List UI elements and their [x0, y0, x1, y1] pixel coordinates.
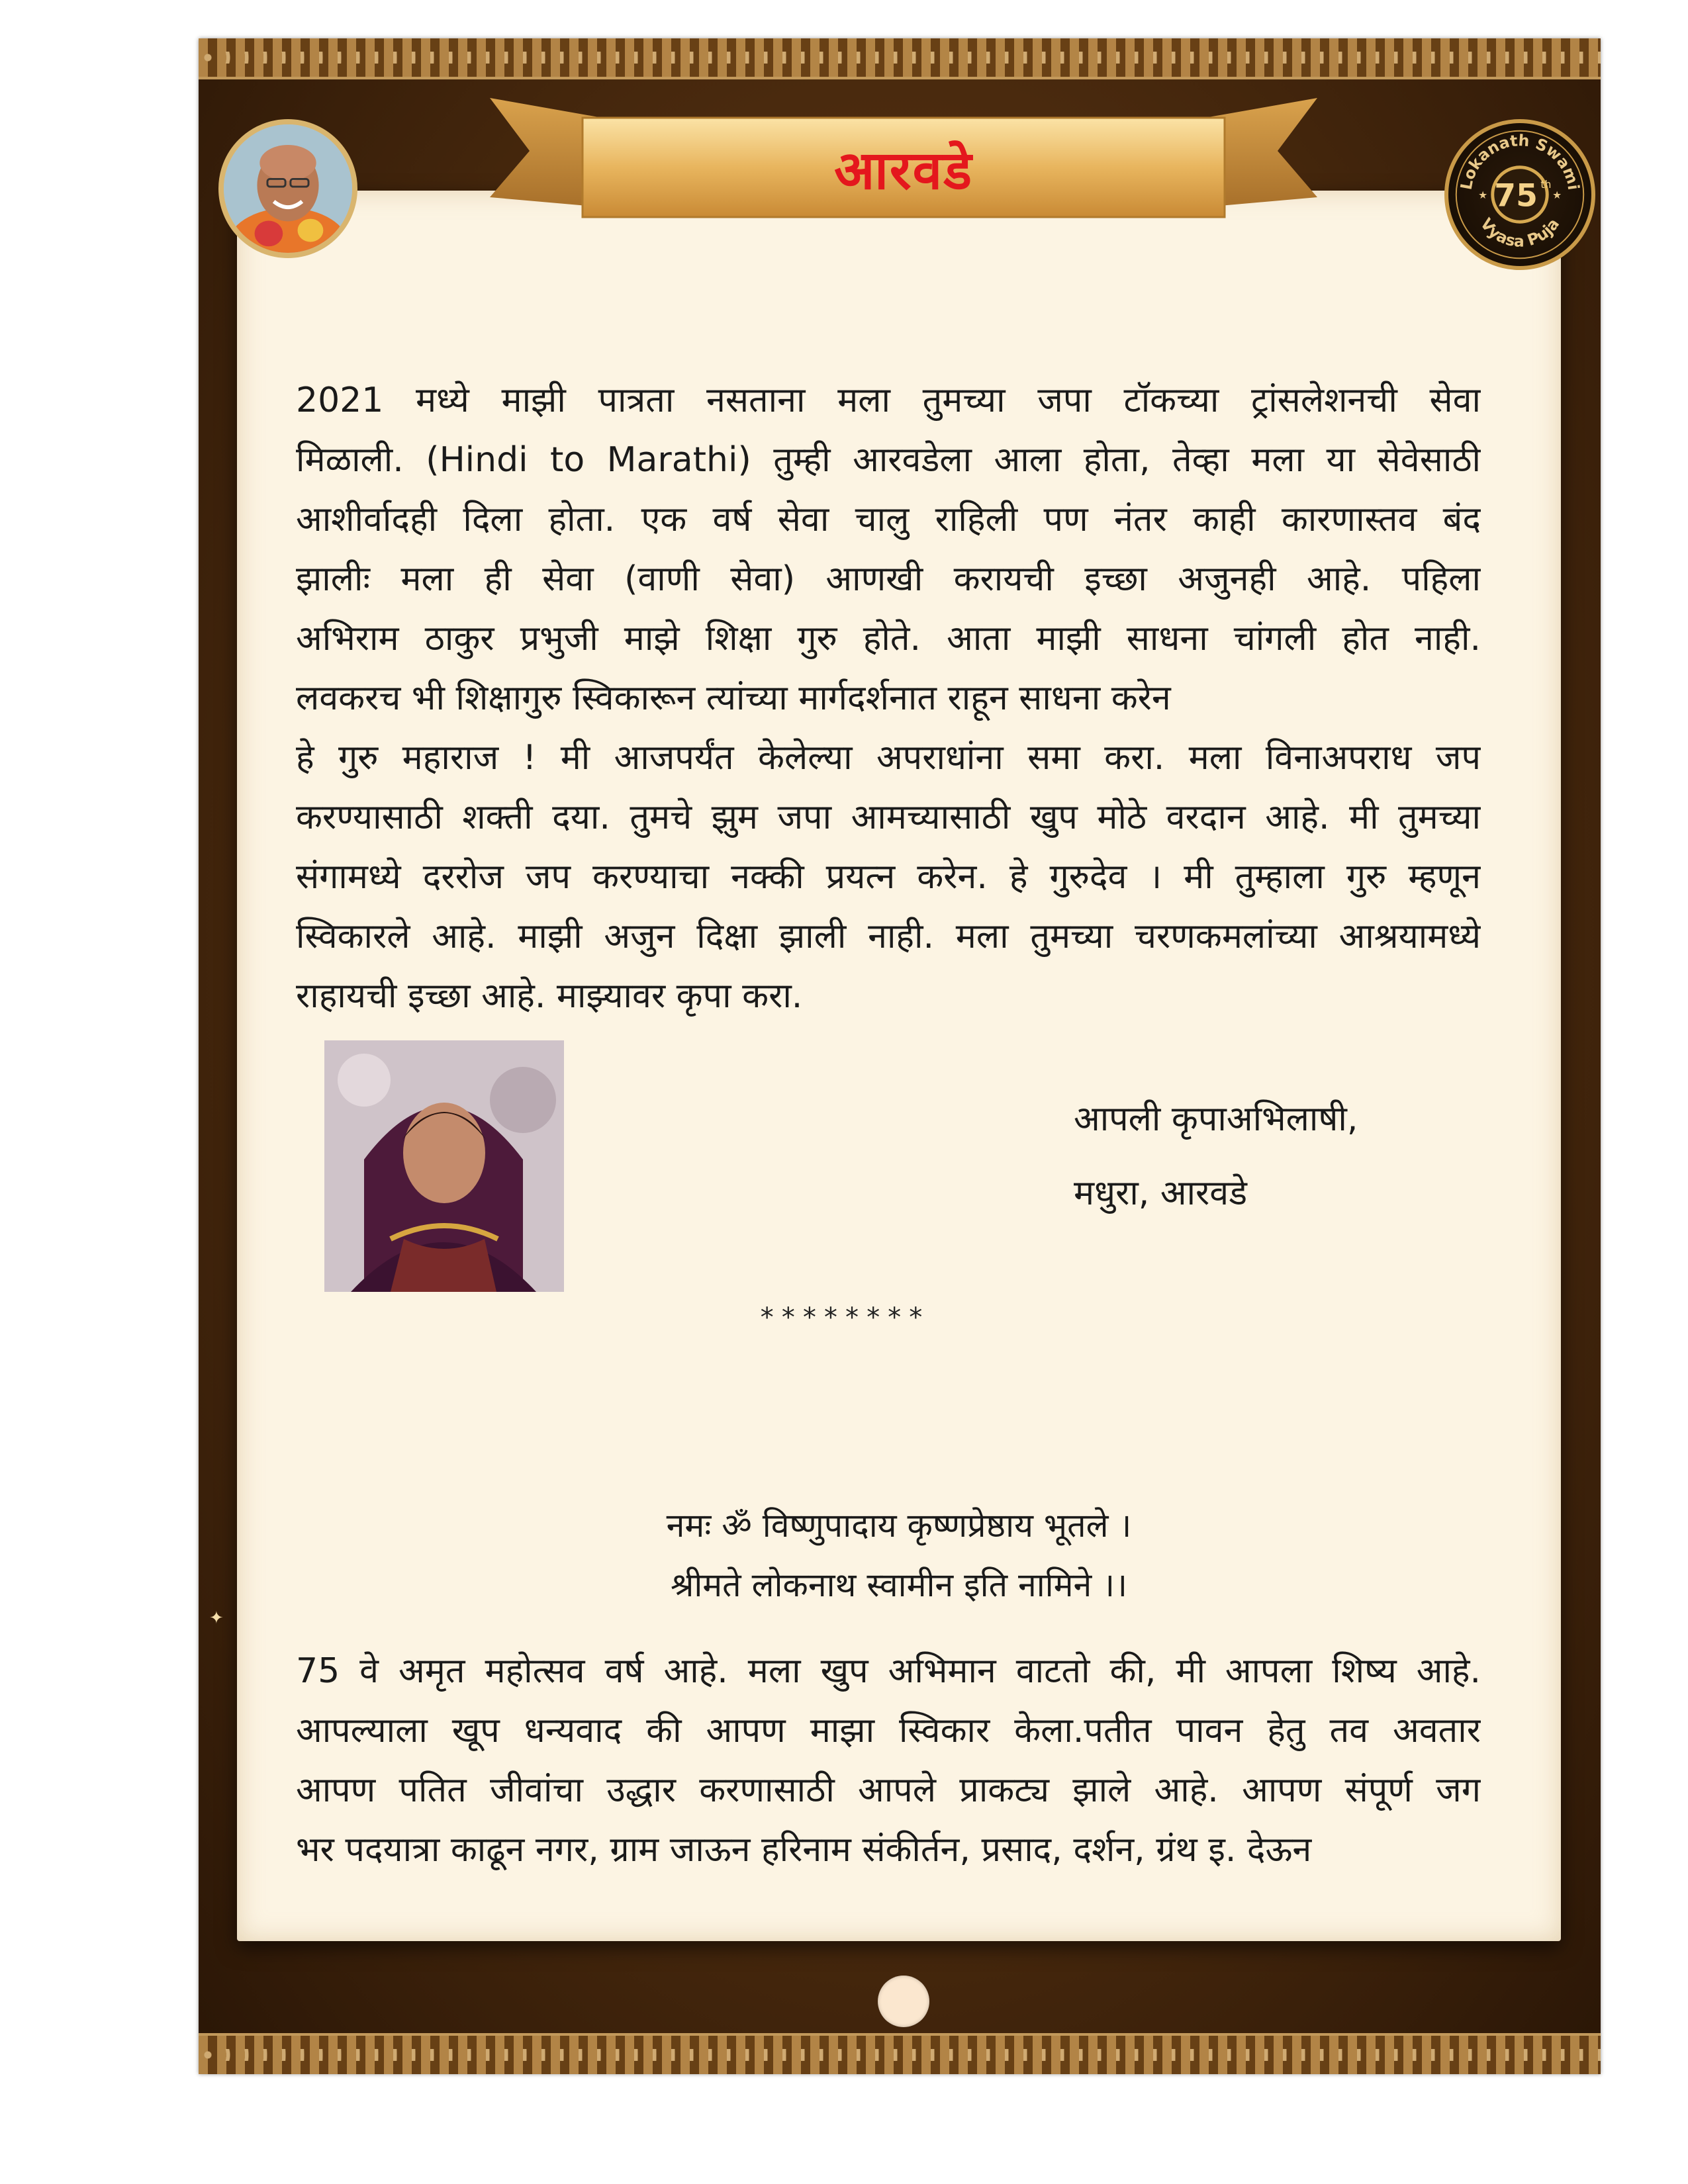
text-line: मिळाली. (Hindi to Marathi) तुम्ही आरवडेला आला होता, तेव्हा मला या सेवेसाठी — [296, 440, 1481, 480]
signature-name: मधुरा, आरवडे — [1074, 1173, 1248, 1213]
text-line: झालीः मला ही सेवा (वाणी सेवा) आणखी करायची इच्छा अजुनही आहे. पहिला — [296, 559, 1481, 599]
mantra-line: श्रीमते लोकनाथ स्वामीन इति नामिने ।। — [670, 1566, 1128, 1604]
badge-top-text: Lokanath Swami — [1456, 131, 1583, 192]
mantra-line: नमः ॐ विष्णुपादाय कृष्णप्रेष्ठाय भूतले । — [666, 1506, 1132, 1545]
text-line: राहायची इच्छा आहे. माझ्यावर कृपा करा. — [296, 976, 803, 1016]
signature-closing: आपली कृपाअभिलाषी, — [1074, 1099, 1358, 1139]
text-line: हे गुरु महाराज ! मी आजपर्यंत केलेल्या अपराधांना समा करा. मला विनाअपराध जप — [296, 738, 1481, 778]
section-separator: ******** — [759, 1302, 929, 1333]
guru-portrait-image — [224, 124, 352, 253]
text-line: संगामध्ये दररोज जप करण्याचा नक्की प्रयत्न करेन. हे गुरुदेव । मी तुम्हाला गुरु म्हणून — [296, 857, 1481, 897]
text-line: आशीर्वादही दिला होता. एक वर्ष सेवा चालु राहिली पण नंतर काही कारणास्तव बंद — [296, 500, 1481, 539]
page-indicator-dot — [878, 1976, 929, 2027]
bottom-border-pattern — [199, 2033, 1601, 2074]
page-title: आरवडे — [834, 140, 973, 201]
signature-block — [1074, 1082, 1358, 1230]
title-ribbon — [490, 98, 1317, 250]
letter-paragraph-1 — [296, 371, 1481, 1026]
badge-superscript: th — [1540, 178, 1552, 191]
badge-bottom-text: Vyasa Puja — [1476, 214, 1564, 251]
sparkle-icon: ✦ — [209, 1608, 224, 1628]
top-border-pattern — [199, 38, 1601, 79]
text-line: 75 वे अमृत महोत्सव वर्ष आहे. मला खुप अभिमान वाटतो की, मी आपला शिष्य आहे. — [296, 1651, 1481, 1691]
guru-portrait — [218, 119, 357, 258]
svg-text:★: ★ — [1552, 188, 1562, 201]
text-line: अभिराम ठाकुर प्रभुजी माझे शिक्षा गुरु होते. आता माझी साधना चांगली होत नाही. — [296, 619, 1481, 659]
author-photo — [324, 1040, 564, 1292]
letter-paragraph-2 — [296, 1641, 1481, 1880]
pranama-mantra — [0, 1496, 1688, 1615]
text-line: आपण पतित जीवांचा उद्धार करणासाठी आपले प्राकट्य झाले आहे. आपण संपूर्ण जग — [296, 1770, 1481, 1810]
badge-number: 75 — [1494, 177, 1538, 214]
svg-text:★: ★ — [1478, 188, 1488, 201]
text-line: करण्यासाठी शक्ती दया. तुमचे झुम जपा आमच्यासाठी खुप मोठे वरदान आहे. मी तुमच्या — [296, 797, 1481, 837]
text-line: स्विकारले आहे. माझी अजुन दिक्षा झाली नाही. मला तुमच्या चरणकमलांच्या आश्रयामध्ये — [296, 917, 1481, 956]
text-line: 2021 मध्ये माझी पात्रता नसताना मला तुमच्या जपा टॉकच्या ट्रांसलेशनची सेवा — [296, 381, 1481, 420]
vyasa-puja-75-badge — [1444, 119, 1595, 270]
text-line: लवकरच भी शिक्षागुरु स्विकारून त्यांच्या मार्गदर्शनात राहून साधना करेन — [296, 678, 1171, 718]
text-line: भर पदयात्रा काढून नगर, ग्राम जाऊन हरिनाम संकीर्तन, प्रसाद, दर्शन, ग्रंथ इ. देऊन — [296, 1830, 1312, 1870]
text-line: आपल्याला खूप धन्यवाद की आपण माझा स्विकार केला.पतीत पावन हेतु तव अवतार — [296, 1711, 1481, 1751]
